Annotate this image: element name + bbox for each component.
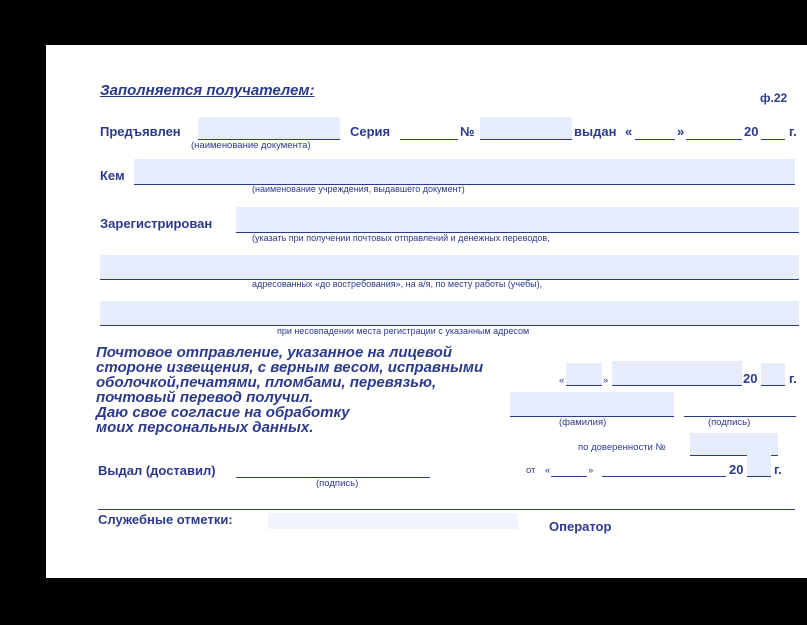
statement-line-3: оболочкой,печатями, пломбами, перевязью, <box>96 374 437 391</box>
issued-year-prefix: 20 <box>744 124 759 139</box>
form-code: ф.22 <box>760 91 788 105</box>
by-proxy-label: по доверенности № <box>578 442 666 453</box>
proxy-number-field[interactable] <box>690 433 778 455</box>
registered-field-3[interactable] <box>100 301 799 325</box>
registered-hint-2: адресованных «до востребования», на а/я, по месту работы (учебы), <box>252 279 543 289</box>
postal-form-sheet <box>46 45 807 578</box>
issued-open-quote: « <box>625 124 633 139</box>
operator-label: Оператор <box>549 519 612 534</box>
statement-line-4: почтовый перевод получил. <box>96 389 314 406</box>
series-label: Серия <box>350 124 391 139</box>
proxy-year-underline <box>747 476 771 477</box>
receipt-year-field[interactable] <box>761 363 785 385</box>
receipt-day-underline <box>566 385 602 386</box>
service-marks-label: Служебные отметки: <box>98 512 233 527</box>
receipt-day-field[interactable] <box>566 363 602 385</box>
presented-label: Предъявлен <box>100 124 181 139</box>
number-label: № <box>460 124 475 139</box>
statement-line-6: моих персональных данных. <box>96 419 314 436</box>
issued-by-label: Выдал (доставил) <box>98 463 216 478</box>
surname-field[interactable] <box>510 392 674 416</box>
proxy-close-quote: » <box>588 465 594 476</box>
receipt-year-prefix: 20 <box>743 371 758 386</box>
document-name-hint: (наименование документа) <box>191 140 311 151</box>
receipt-open-quote: « <box>559 375 565 386</box>
issued-day-field[interactable] <box>635 139 675 140</box>
service-marks-field[interactable] <box>268 513 518 529</box>
issued-close-quote: » <box>677 124 685 139</box>
proxy-year-prefix: 20 <box>729 462 744 477</box>
service-divider <box>98 509 795 510</box>
proxy-year-field[interactable] <box>747 455 771 476</box>
recipient-signature-hint: (подпись) <box>708 417 751 428</box>
issued-label: выдан <box>574 124 617 139</box>
registered-field[interactable] <box>236 207 799 232</box>
receipt-year-underline <box>761 385 785 386</box>
form-heading: Заполняется получателем: <box>100 82 315 99</box>
by-whom-label: Кем <box>100 168 125 183</box>
receipt-month-field[interactable] <box>612 361 742 385</box>
proxy-month-field[interactable] <box>602 476 726 477</box>
issued-year-suffix: г. <box>789 124 797 139</box>
proxy-year-suffix: г. <box>774 462 782 477</box>
statement-line-1: Почтовое отправление, указанное на лицевой <box>96 344 453 361</box>
receipt-month-underline <box>612 385 742 386</box>
document-number-field[interactable] <box>480 117 572 139</box>
receipt-year-suffix: г. <box>789 371 797 386</box>
registered-hint-3: при несовпадении места регистрации с указанным адресом <box>277 326 530 336</box>
issued-by-signature-hint: (подпись) <box>316 478 359 489</box>
issuer-hint: (наименование учреждения, выдавшего документ) <box>252 184 465 194</box>
proxy-open-quote: « <box>545 465 551 476</box>
proxy-from-label: от <box>526 465 536 476</box>
statement-line-5: Даю свое согласие на обработку <box>96 404 350 421</box>
statement-line-2: стороне извещения, с верным весом, исправными <box>96 359 484 376</box>
document-number-underline <box>480 139 572 140</box>
series-field[interactable] <box>400 139 458 140</box>
registered-hint-1: (указать при получении почтовых отправлений и денежных переводов, <box>252 233 550 243</box>
receipt-close-quote: » <box>603 375 609 386</box>
surname-hint: (фамилия) <box>559 417 607 428</box>
registered-field-2[interactable] <box>100 255 799 279</box>
issuer-field[interactable] <box>134 159 795 184</box>
document-name-field[interactable] <box>198 117 340 139</box>
issued-year-field[interactable] <box>761 139 785 140</box>
issued-month-field[interactable] <box>686 139 742 140</box>
registered-label: Зарегистрирован <box>100 216 213 231</box>
proxy-day-field[interactable] <box>551 476 587 477</box>
